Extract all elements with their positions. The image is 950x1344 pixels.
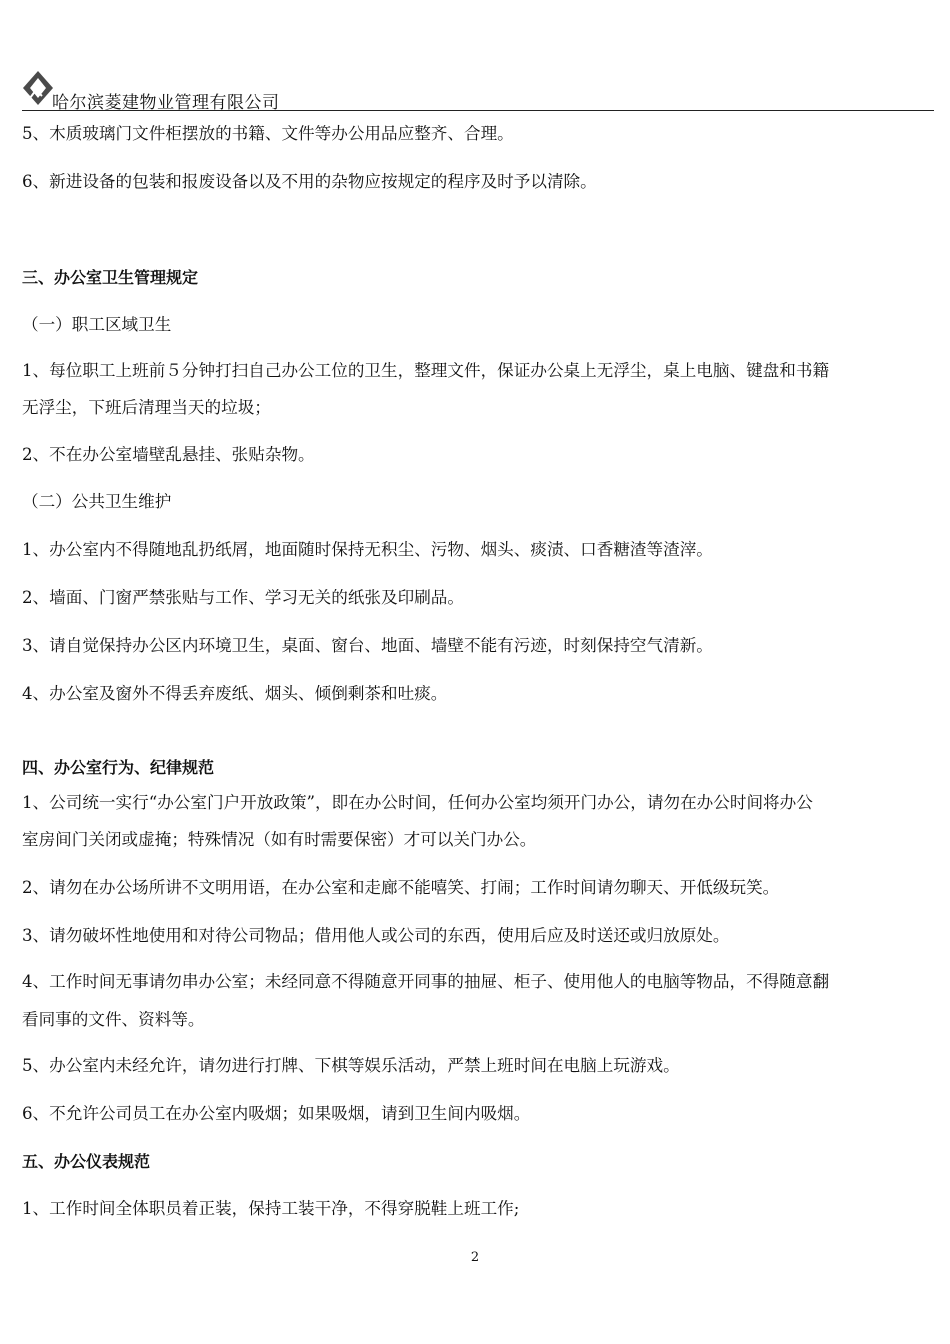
page-number: 2 [470, 1250, 480, 1265]
body-line: 1、每位职工上班前５分钟打扫自己办公工位的卫生，整理文件，保证办公桌上无浮尘，桌上电脑、键盘和书籍 [22, 361, 830, 380]
body-line: 2、请勿在办公场所讲不文明用语，在办公室和走廊不能嘻笑、打闹；工作时间请勿聊天、开低级玩笑。 [22, 878, 780, 897]
body-line: 4、办公室及窗外不得丢弃废纸、烟头、倾倒剩茶和吐痰。 [22, 684, 448, 703]
body-line: 2、不在办公室墙壁乱悬挂、张贴杂物。 [22, 445, 315, 464]
body-line: 1、办公室内不得随地乱扔纸屑，地面随时保持无积尘、污物、烟头、痰渍、口香糖渣等渣滓。 [22, 540, 713, 559]
body-line: 1、公司统一实行“办公室门户开放政策”，即在办公时间，任何办公室均须开门办公，请勿在办公时间将办公 [22, 793, 813, 812]
body-line: 3、请勿破坏性地使用和对待公司物品；借用他人或公司的东西，使用后应及时送还或归放原处。 [22, 926, 730, 945]
body-line: 6、不允许公司员工在办公室内吸烟；如果吸烟，请到卫生间内吸烟。 [22, 1104, 531, 1123]
section-heading: 五、办公仪表规范 [22, 1152, 151, 1171]
body-line: 2、墙面、门窗严禁张贴与工作、学习无关的纸张及印刷品。 [22, 588, 464, 607]
header-divider [22, 110, 934, 111]
body-line: 4、工作时间无事请勿串办公室；未经同意不得随意开同事的抽屉、柜子、使用他人的电脑等物品，不得随意翻 [22, 972, 830, 991]
body-line: 看同事的文件、资料等。 [22, 1010, 205, 1029]
section-heading: 四、办公室行为、纪律规范 [22, 758, 215, 777]
body-line: 1、工作时间全体职员着正装，保持工装干净，不得穿脱鞋上班工作; [22, 1199, 520, 1218]
subsection-heading: （二）公共卫生维护 [22, 492, 172, 511]
body-line: 5、办公室内未经允许，请勿进行打牌、下棋等娱乐活动，严禁上班时间在电脑上玩游戏。 [22, 1056, 680, 1075]
body-line: 5、木质玻璃门文件柜摆放的书籍、文件等办公用品应整齐、合理。 [22, 124, 514, 143]
section-heading: 三、办公室卫生管理规定 [22, 268, 199, 287]
body-line: 6、新进设备的包装和报废设备以及不用的杂物应按规定的程序及时予以清除。 [22, 172, 597, 191]
company-name: 哈尔滨菱建物业管理有限公司 [52, 93, 280, 113]
diamond-logo-icon [22, 70, 54, 108]
page-header [22, 70, 934, 112]
body-line: 无浮尘，下班后清理当天的垃圾； [22, 398, 271, 417]
body-line: 室房间门关闭或虚掩；特殊情况（如有时需要保密）才可以关门办公。 [22, 830, 537, 849]
subsection-heading: （一）职工区域卫生 [22, 315, 172, 334]
body-line: 3、请自觉保持办公区内环境卫生，桌面、窗台、地面、墙壁不能有污迹，时刻保持空气清新。 [22, 636, 713, 655]
